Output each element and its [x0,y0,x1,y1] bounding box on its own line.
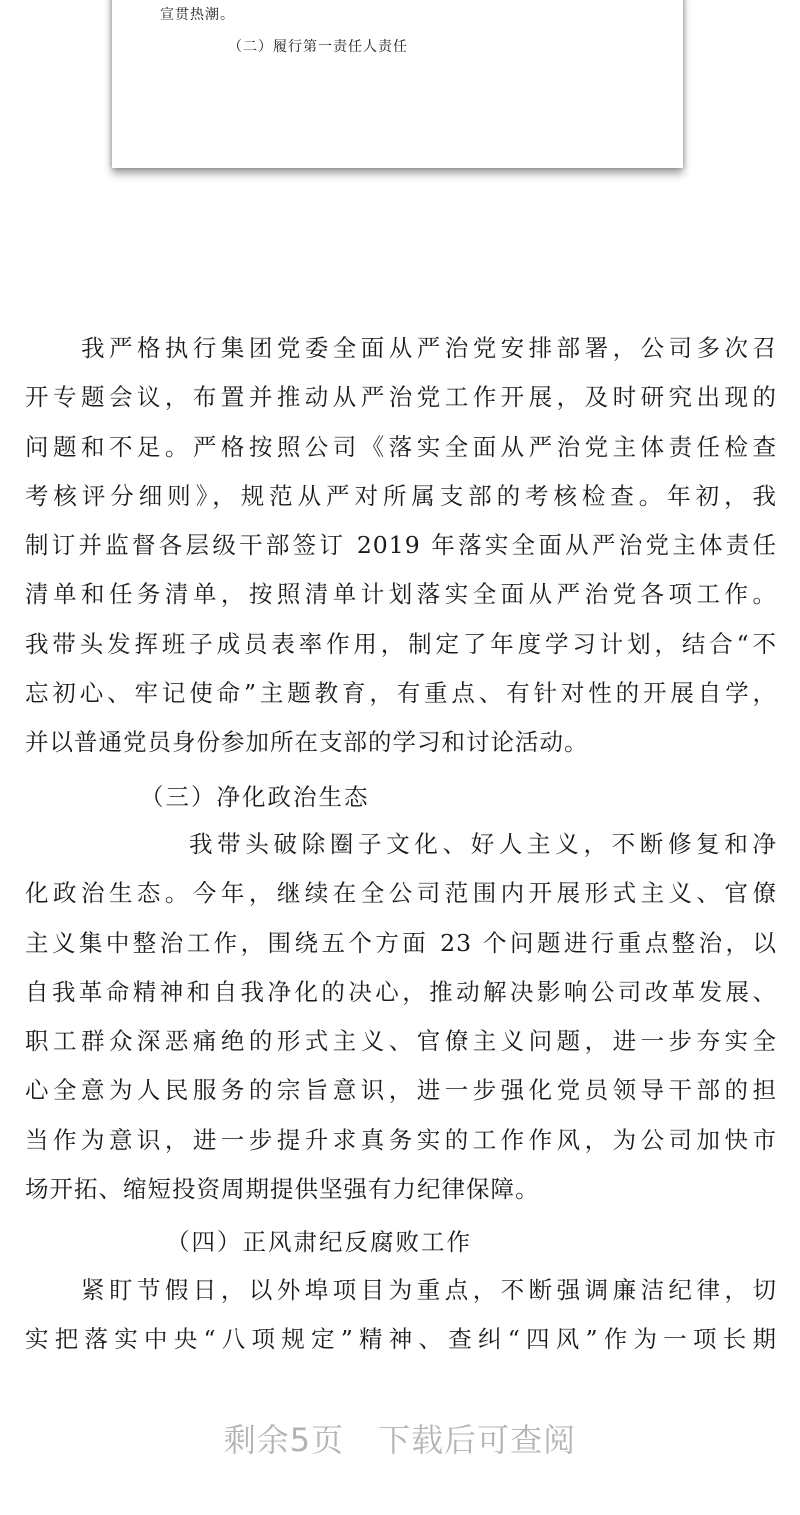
text-line: 心全意为人民服务的宗旨意识，进一步强化党员领导干部的担 [25,1076,777,1105]
text-line: 紧盯节假日，以外埠项目为重点，不断强调廉洁纪律，切 [81,1276,777,1304]
paragraph-discipline [25,1266,777,1365]
text-line: 我带头发挥班子成员表率作用，制定了年度学习计划，结合“不 [25,629,777,658]
page-preview-card [112,0,683,168]
remaining-pages-label[interactable]: 剩余5页 [223,1421,345,1459]
paragraph-responsibility [25,324,777,768]
card-text-line: 宣贯热潮。 [160,7,235,23]
text-line: 职工群众深恶痛绝的形式主义、官僚主义问题，进一步夯实全 [25,1027,777,1056]
section-heading-4: （四）正风肃纪反腐败工作 [166,1228,472,1256]
text-line: 实把落实中央“八项规定”精神、查纠“四风”作为一项长期 [25,1325,777,1354]
text-line: 考核评分细则》，规范从严对所属支部的考核检查。年初，我 [25,481,777,510]
download-to-view-label[interactable]: 下载后可查阅 [378,1421,577,1459]
text-line: 制订并监督各层级干部签订 2019 年落实全面从严治党主体责任 [25,531,777,560]
text-line: 我带头破除圈子文化、好人主义，不断修复和净 [189,830,777,858]
card-section-heading: （二）履行第一责任人责任 [228,39,408,55]
text-line: 主义集中整治工作，围绕五个方面 23 个问题进行重点整治，以 [25,928,777,957]
text-line: 开专题会议，布置并推动从严治党工作开展，及时研究出现的 [25,383,777,412]
text-line: 自我革命精神和自我净化的决心，推动解决影响公司改革发展、 [25,977,777,1006]
text-line: 问题和不足。严格按照公司《落实全面从严治党主体责任检查 [25,432,777,461]
section-heading-3: （三）净化政治生态 [140,783,370,811]
text-line: 当作为意识，进一步提升求真务实的工作作风，为公司加快市 [25,1125,777,1154]
text-line: 清单和任务清单，按照清单计划落实全面从严治党各项工作。 [25,580,777,609]
text-line: 忘初心、牢记使命”主题教育，有重点、有针对性的开展自学， [25,679,777,708]
text-line: 场开拓、缩短投资周期提供坚强有力纪律保障。 [25,1175,540,1204]
download-prompt[interactable] [0,1415,800,1461]
text-line: 并以普通党员身份参加所在支部的学习和讨论活动。 [25,728,589,757]
text-line: 化政治生态。今年，继续在全公司范围内开展形式主义、官僚 [25,879,777,908]
paragraph-political-ecology [25,820,777,1214]
text-line: 我严格执行集团党委全面从严治党安排部署，公司多次召 [81,334,777,362]
